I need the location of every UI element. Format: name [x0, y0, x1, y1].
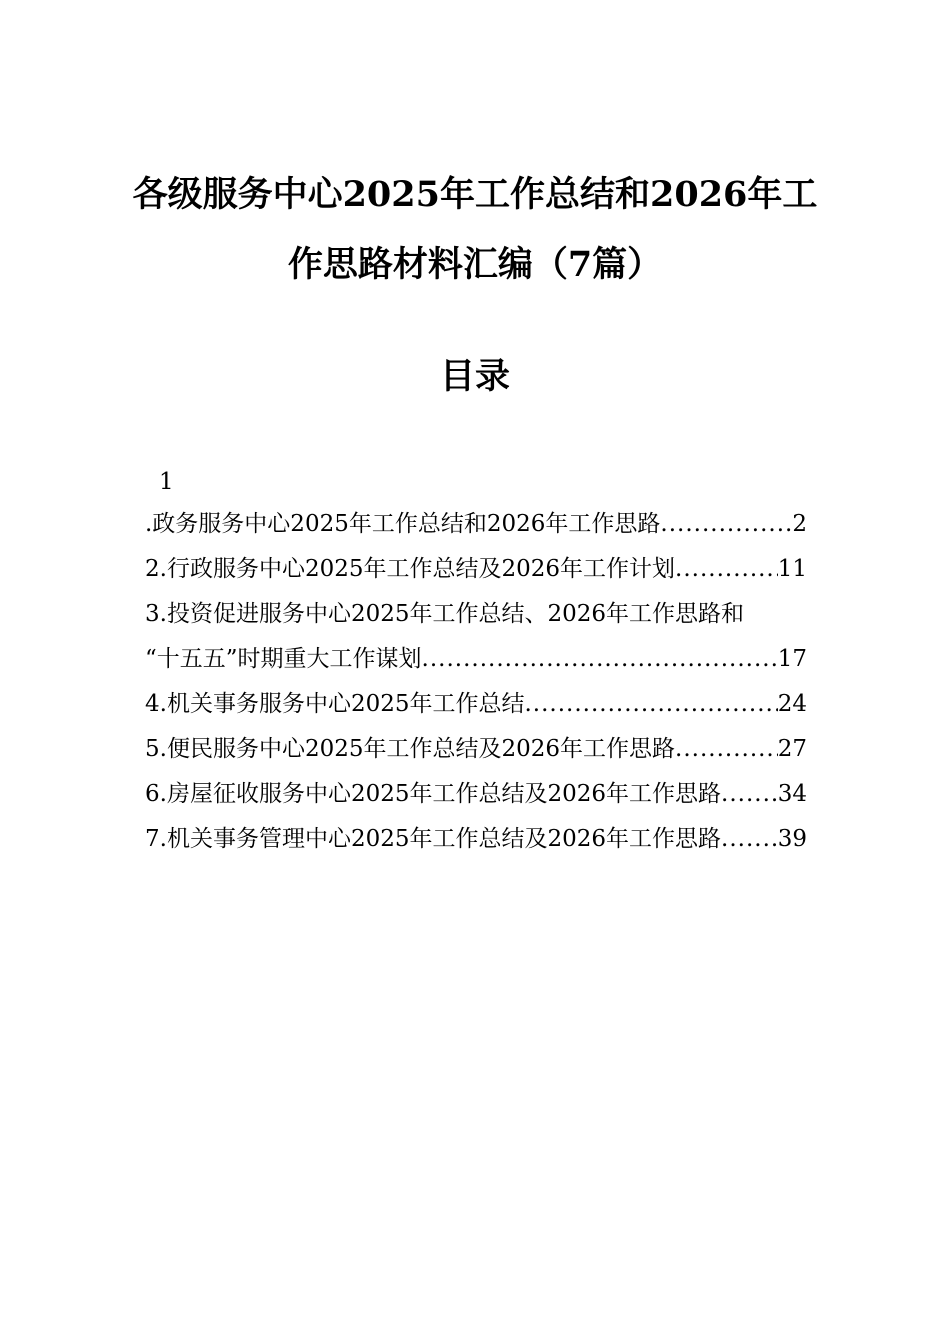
- toc-entry-label: 7.机关事务管理中心2025年工作总结及2026年工作思路: [145, 826, 722, 852]
- toc-entry-label-line-2: “十五五”时期重大工作谋划: [145, 646, 422, 672]
- toc-dot-leader: [524, 682, 777, 727]
- toc-entry-5[interactable]: [145, 727, 807, 772]
- toc-dot-leader: [675, 547, 778, 592]
- toc-entry-page: 11: [777, 556, 807, 582]
- toc-entry-page: 24: [777, 691, 807, 717]
- toc-dot-leader: [660, 502, 792, 547]
- toc-entry-label: 5.便民服务中心2025年工作总结及2026年工作思路: [145, 736, 676, 762]
- toc-entry-3[interactable]: [145, 592, 807, 637]
- toc-entry-label: 4.机关事务服务中心2025年工作总结: [145, 691, 525, 717]
- toc-entry-7[interactable]: [145, 817, 807, 862]
- toc-entry-page: 17: [777, 646, 807, 672]
- toc-entry-label: 2.行政服务中心2025年工作总结及2026年工作计划: [145, 556, 676, 582]
- toc-dot-leader: [422, 637, 778, 682]
- toc-heading: 目录: [439, 356, 510, 397]
- document-title-line-1: 各级服务中心2025年工作总结和2026年工: [132, 174, 818, 215]
- toc-entry-page: 34: [777, 781, 807, 807]
- toc-dot-leader: [721, 772, 778, 817]
- document-title-line-2: 作思路材料汇编（7篇）: [287, 244, 663, 285]
- toc-entry-4[interactable]: [145, 682, 807, 727]
- document-title: [130, 160, 820, 300]
- toc-entry-3-continued[interactable]: [145, 637, 807, 682]
- toc-entry-label: 6.房屋征收服务中心2025年工作总结及2026年工作思路: [145, 781, 722, 807]
- toc-entry-label: .政务服务中心2025年工作总结和2026年工作思路: [145, 511, 661, 537]
- toc-entry-label-line-1: 3.投资促进服务中心2025年工作总结、2026年工作思路和: [145, 601, 745, 627]
- toc-entry-page: 39: [777, 826, 807, 852]
- toc-dot-leader: [675, 727, 778, 772]
- toc-entry-page: 27: [777, 736, 807, 762]
- toc-dot-leader: [721, 817, 778, 862]
- toc-entry-2[interactable]: [145, 547, 807, 592]
- table-of-contents: [145, 462, 807, 862]
- toc-entry-page: 2: [792, 511, 807, 537]
- toc-entry-1[interactable]: [145, 502, 807, 547]
- toc-entry-6[interactable]: [145, 772, 807, 817]
- toc-first-number: 1: [159, 469, 174, 495]
